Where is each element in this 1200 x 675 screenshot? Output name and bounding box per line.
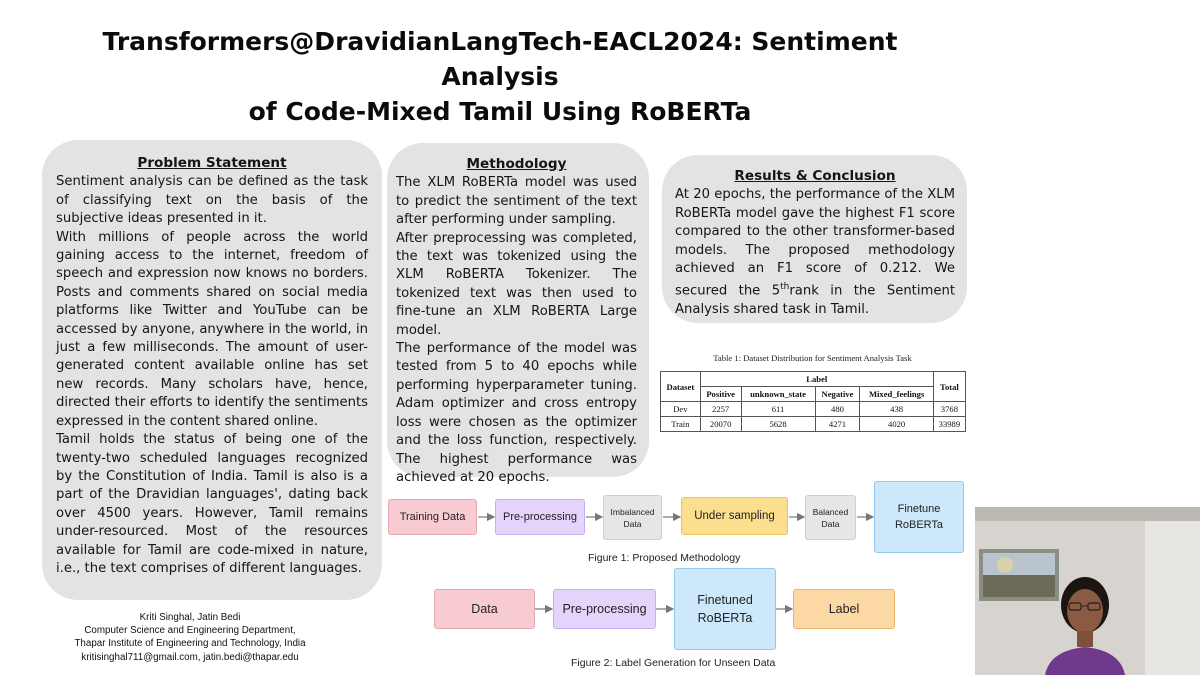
table-cell: 2257	[700, 402, 741, 417]
figure1-caption: Figure 1: Proposed Methodology	[588, 552, 741, 564]
table-cell: 5628	[741, 417, 815, 432]
table-cell: 4020	[860, 417, 933, 432]
author-info	[40, 611, 340, 664]
methodology-paragraph: The XLM RoBERTa model was used to predict the sentiment of the text after performing under sampling.	[396, 175, 637, 228]
problem-paragraph: Sentiment analysis can be defined as the task of classifying text on the basis of the subjective ideas presented in it.	[56, 174, 368, 227]
results-text-after: rank in the Sentiment Analysis shared task in Tamil.	[675, 283, 955, 318]
flow-box-preprocessing-2: Pre-processing	[553, 589, 656, 629]
total-header: Total	[933, 372, 965, 402]
table-caption: Table 1: Dataset Distribution for Sentiment Analysis Task	[713, 353, 912, 363]
flow-box-balanced-data: Balanced Data	[805, 495, 856, 540]
figure2-caption: Figure 2: Label Generation for Unseen Data	[571, 657, 776, 669]
flow-box-finetune-roberta: Finetune RoBERTa	[874, 481, 964, 553]
flow-box-label: Label	[793, 589, 895, 629]
methodology-heading: Methodology	[466, 156, 567, 172]
column-header: Positive	[700, 387, 741, 402]
results-heading: Results & Conclusion	[734, 168, 896, 184]
author-names: Kriti Singhal, Jatin Bedi	[139, 612, 241, 623]
presenter-image	[975, 507, 1200, 675]
webcam-video	[975, 507, 1200, 675]
title-line-1: Transformers@DravidianLangTech-EACL2024: Sentiment Analysis	[102, 27, 898, 91]
problem-paragraph: Tamil holds the status of being one of the twenty-two scheduled languages recognized by the Constitution of India. Tamil is also is a part of the Dravidian languages', dating back over 4500 years. However, Tamil remains under-resourced. Most of the resources available for Tamil are code-mixed in nature, i.e., the text comprises of different languages.	[56, 432, 368, 576]
table-cell: 20070	[700, 417, 741, 432]
table-cell-total: 3768	[933, 402, 965, 417]
column-header: Mixed_feelings	[860, 387, 933, 402]
problem-paragraph: With millions of people across the world gaining access to the internet, freedom of speech and expression now knows no borders. Posts and comments shared on social media platforms like Twitter and YouTube can be accessed by anyone, anywhere in the world, in just a few milliseconds. The amount of user-generated content available online has set new records. Many scholars have, hence, directed their efforts to identify the sentiments expressed in the content shared online.	[56, 229, 368, 429]
flow-box-finetuned-roberta: Finetuned RoBERTa	[674, 568, 776, 650]
flow-box-preprocessing: Pre-processing	[495, 499, 585, 535]
methodology-paragraph: The performance of the model was tested from 5 to 40 epochs while performing hyperparameter tuning. Adam optimizer and cross entropy loss were chosen as the optimizer and the loss function, respectively. The highest performance was achieved at 20 epochs.	[396, 341, 637, 485]
flow-box-training-data: Training Data	[388, 499, 477, 535]
title-line-2: of Code-Mixed Tamil Using RoBERTa	[248, 97, 752, 126]
column-header: unknown_state	[741, 387, 815, 402]
table-cell-total: 33989	[933, 417, 965, 432]
column-header: Negative	[815, 387, 860, 402]
results-text-before: At 20 epochs, the performance of the XLM RoBERTa model gave the highest F1 score compared to the other transformer-based models. The proposed methodology achieved an F1 score of 0.212. We secured the 5	[675, 187, 955, 299]
table-cell: 438	[860, 402, 933, 417]
table-cell: 4271	[815, 417, 860, 432]
table-cell: 611	[741, 402, 815, 417]
table-cell: 480	[815, 402, 860, 417]
problem-statement-heading: Problem Statement	[137, 155, 287, 171]
author-institute: Thapar Institute of Engineering and Technology, India	[74, 638, 306, 650]
author-department: Computer Science and Engineering Department,	[84, 625, 296, 637]
dataset-header: Dataset	[661, 372, 701, 402]
row-name: Train	[661, 417, 701, 432]
flow-box-imbalanced-data: Imbalanced Data	[603, 495, 662, 540]
label-header: Label	[700, 372, 933, 387]
rank-superscript: th	[780, 282, 790, 293]
author-emails: kritisinghal711@gmail.com, jatin.bedi@thapar.edu	[81, 651, 299, 663]
row-name: Dev	[661, 402, 701, 417]
flow-box-data: Data	[434, 589, 535, 629]
flow-box-under-sampling: Under sampling	[681, 497, 788, 535]
methodology-paragraph: After preprocessing was completed, the text was tokenized using the XLM RoBERTA Tokenizer. The tokenized text was then used to fine-tune an XLM RoBERTA Large model.	[396, 230, 637, 338]
